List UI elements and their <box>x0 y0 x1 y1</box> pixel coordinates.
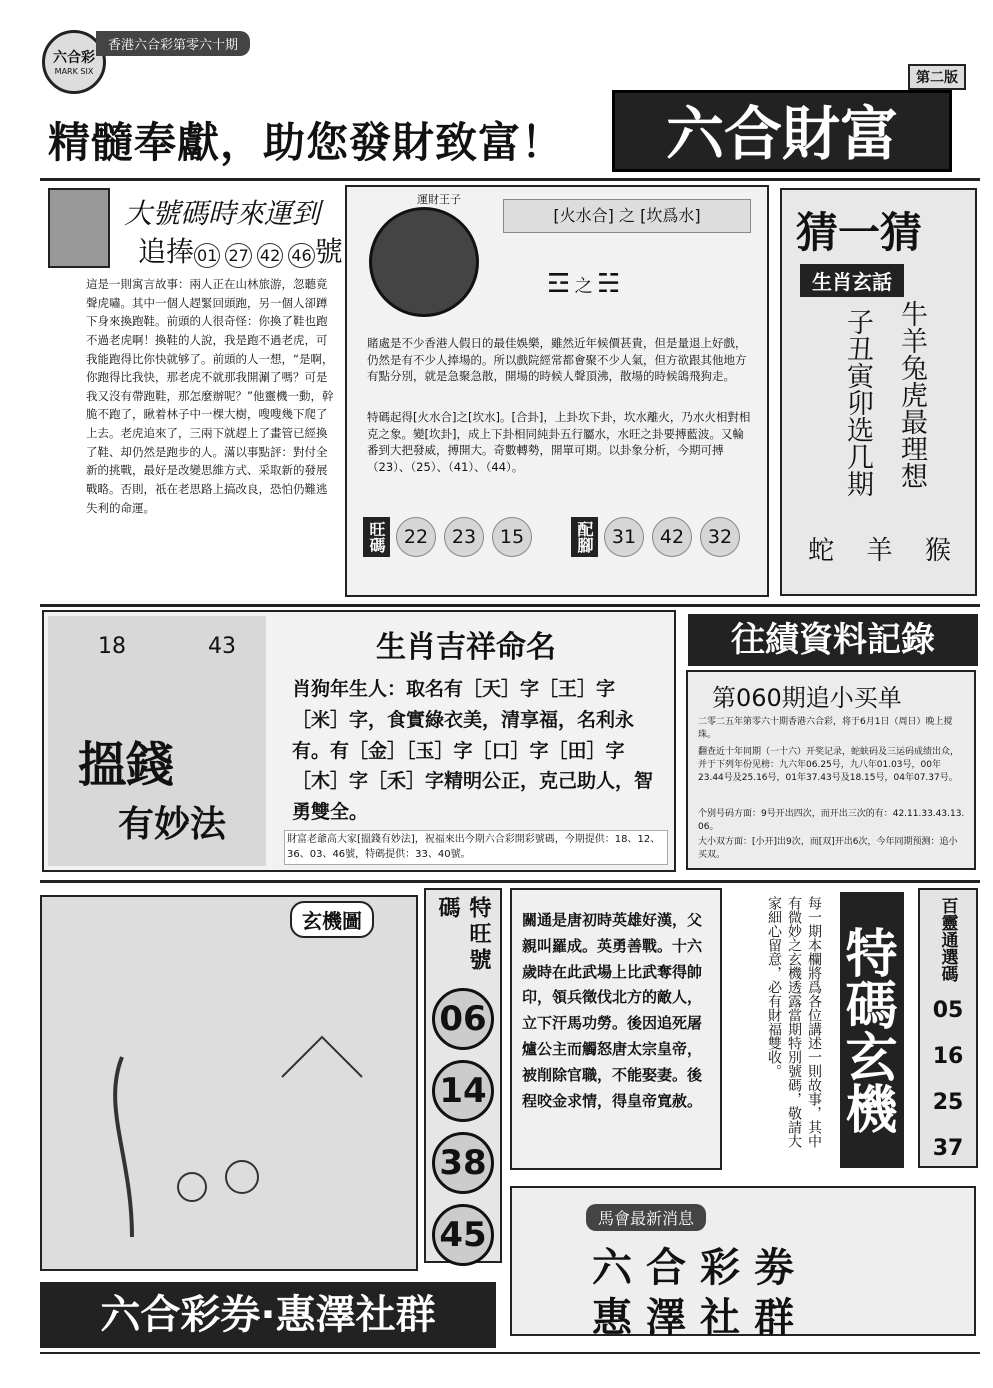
records-banner: 往績資料記錄 <box>688 614 978 666</box>
hexagram: ☲ 之 ☵ <box>547 269 619 299</box>
col1-body: 這是一則寓言故事：兩人正在山林旅游，忽聽竟聲虎嘯。其中一個人趕緊回頭跑，另一個人卻蹲下身來換跑鞋。前頭的人很奇怪：你換了鞋也跑不過老虎啊！換鞋的人說，我是跑不過老虎，可我能跑得比你快就够了。前頭的人一想，“是啊，你跑得比我快，那老虎不就那我開涮了嗎？可是我又沒有帶跑鞋，那怎麼辦呢？”他靈機一動，幹脆不跑了，瞅着林子中一棵大樹，嗖嗖幾下爬了上去。老虎追來了，三兩下就趕上了畫管已經換了鞋、却仍然是跑步的人。滿以事點評：對付全新的挑戰，最好是改變思維方式、采取新的發展戰略。否則，祇在老思路上搞改良，恐怕仍難逃失利的命運。 <box>86 277 334 515</box>
pei-numbers: 配腳 31 42 32 <box>571 517 742 557</box>
col1-title: 大號碼時來運到 <box>124 197 321 230</box>
bottom-rule <box>40 1352 980 1354</box>
col2-body2: 特碼起得[火水合]之[坎水]。[合卦]，上卦坎下卦，坎水離火，乃水火相對相克之象。變[坎卦]，成上下卦相同純卦五行屬水，水旺之卦要搏藍波。又輪番到大把發威，搏開大。奇數轉勢，開單可期。以卦象分析，今期可搏（23）、（25）、（41）、（44）。 <box>367 410 751 475</box>
art-panel: 18 43 搵錢 有妙法 <box>48 616 266 866</box>
riddle-line1: 子丑寅卯选几期 <box>842 308 873 497</box>
guess-answers: 蛇 羊 猴 <box>808 536 951 566</box>
naming-title: 生肖吉祥命名 <box>376 630 556 665</box>
guess-subtitle: 生肖玄話 <box>800 264 904 297</box>
chase-numbers: 01 27 42 46 <box>194 243 315 268</box>
baiyi-panel: 百靈通選碼 05 16 25 37 <box>918 888 978 1168</box>
records-panel: 第060期追小买单 二零二五年第零六十期香港六合彩，将于6月1日（周日）晚上搅珠。 翻查近十年同期（一十六）开奖记录，蛇蚨码及三运码成绩出众，并于下列年份见榜：九六年06.25号，九八年01.03号，00年23.44号及25.16号，01年37.43号及18.15号，04年07.37号。 个别号码方面：9号开出四次，而开出三次的有：42.11.33.43.13. 06。 大小双方面：[小开]出9次，而[双]开出6次，今年同期预测：追小买双。 <box>686 670 976 870</box>
logo: 六合彩 MARK SIX <box>42 30 106 94</box>
naming-note: 財富老爺高大家[搵錢有妙法]，祝福來出今期六合彩開彩號碼，今期提供：18、12、36、03、46號，特碼提供：33、40號。 <box>284 830 668 865</box>
tema-title: 特碼玄機 <box>840 892 904 1168</box>
tewang-panel: 特旺號碼 06 14 38 45 <box>424 888 502 1263</box>
guess-title: 猜一猜 <box>796 208 923 257</box>
xuanji-drawing <box>62 957 402 1257</box>
story-panel: 關通是唐初時英雄好漢，父親叫羅成。英勇善戰。十六歲時在此武場上比武奪得帥印，領兵徵伐北方的敵人，立下汗馬功勞。後因追死屠爐公主而觸怒唐太宗皇帝，被削除官職，不能娶妻。後程咬金求情，得皇帝寬赦。 <box>510 888 722 1170</box>
guess-panel <box>780 188 977 596</box>
tema-desc: 每一期本欄將爲各位講述一則故事，其中有微妙之玄機透露當期特別號碼，敬請大家細心留意，必有財福雙收。 <box>766 896 822 1148</box>
column2-panel <box>345 185 769 597</box>
edition-badge: 第二版 <box>908 64 966 90</box>
mid-rule <box>40 604 980 607</box>
masthead: 六合財富 <box>612 90 952 172</box>
xuanji-picture: 玄機圖 <box>40 895 418 1271</box>
issue-label: 香港六合彩第零六十期 <box>96 31 250 56</box>
wang-numbers: 旺碼 22 23 15 <box>363 517 534 557</box>
header-rule <box>40 178 980 181</box>
chase-line: 追捧 01 27 42 46 號 <box>138 235 343 268</box>
lower-rule <box>40 880 980 883</box>
col2-badge: 運財王子 <box>417 193 461 206</box>
news-panel: 馬會最新消息 六合彩劵 惠澤社群 <box>510 1186 976 1336</box>
author-photo <box>48 188 110 268</box>
naming-body: 肖狗年生人：取名有［天］字［王］字［米］字，食實綠衣美，清享福，名利永有。有［金］［玉］字［口］字［田］字［木］字［禾］字精明公正，克己助人，智勇雙全。 <box>292 678 654 824</box>
col2-body1: 賭處是不少香港人假日的最佳娛樂，雖然近年候價甚貴，但是量退上好戲，仍然是有不少人捧場的。所以戲院經常都會聚不少人氣，但方欲跟其他地方有點分別，就是急聚急散，開場的時候人聲頂沸，散場的時候鴿飛狗走。 <box>367 336 747 384</box>
footer-banner: 六合彩券·惠澤社群 <box>40 1282 496 1348</box>
naming-panel <box>42 610 676 872</box>
riddle-line2: 牛羊兔虎最理想 <box>896 300 927 489</box>
slogan: 精髓奉獻，助您發財致富！ <box>48 118 565 167</box>
col2-title: [火水合] 之 [坎爲水] <box>503 199 751 233</box>
yin-yang-emblem <box>369 207 479 317</box>
